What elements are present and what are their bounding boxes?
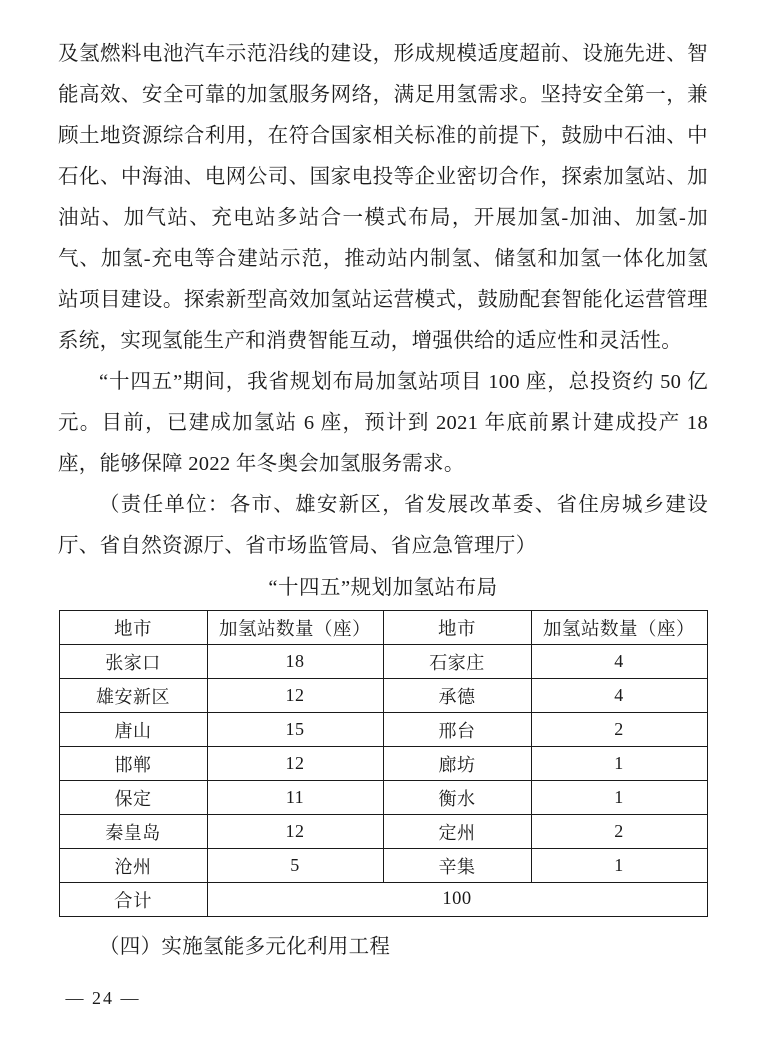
- table-cell: 秦皇岛: [59, 815, 207, 849]
- table-cell: 辛集: [383, 849, 531, 883]
- table-cell: 12: [207, 815, 383, 849]
- table-cell: 雄安新区: [59, 679, 207, 713]
- paragraph-1: 及氢燃料电池汽车示范沿线的建设，形成规模适度超前、设施先进、智能高效、安全可靠的加氢服务网络，满足用氢需求。坚持安全第一，兼顾土地资源综合利用，在符合国家相关标准的前提下，鼓励中石油、中石化、中海油、电网公司、国家电投等企业密切合作，探索加氢站、加油站、加气站、充电站多站合一模式布局，开展加氢-加油、加氢-加气、加氢-充电等合建站示范，推动站内制氢、储氢和加氢一体化加氢站项目建设。探索新型高效加氢站运营模式，鼓励配套智能化运营管理系统，实现氢能生产和消费智能互动，增强供给的适应性和灵活性。: [58, 43, 708, 352]
- table-row: [59, 645, 707, 679]
- table-cell: 12: [207, 747, 383, 781]
- paragraph-2: “十四五”期间，我省规划布局加氢站项目 100 座，总投资约 50 亿元。目前，已建成加氢站 6 座，预计到 2021 年底前累计建成投产 18 座，能够保障 2022 年冬奥会加氢服务需求。: [58, 371, 708, 475]
- table-cell: 4: [531, 645, 707, 679]
- table-row: [59, 713, 707, 747]
- table-cell: 1: [531, 781, 707, 815]
- table-row: [59, 747, 707, 781]
- table-cell: 2: [531, 815, 707, 849]
- table-cell: 廊坊: [383, 747, 531, 781]
- table-cell: 4: [531, 679, 707, 713]
- table-total-label: 合计: [59, 883, 207, 917]
- table-row: [59, 781, 707, 815]
- table-cell: 18: [207, 645, 383, 679]
- table-header-cell: 加氢站数量（座）: [207, 611, 383, 645]
- table-cell: 沧州: [59, 849, 207, 883]
- table-row: [59, 679, 707, 713]
- table-cell: 12: [207, 679, 383, 713]
- body-text-block: [58, 34, 708, 567]
- table-cell: 承德: [383, 679, 531, 713]
- table-title: “十四五”规划加氢站布局: [268, 577, 498, 599]
- page-footer: [0, 988, 766, 1009]
- table-header-cell: 地市: [383, 611, 531, 645]
- table-cell: 1: [531, 747, 707, 781]
- table-row: [59, 815, 707, 849]
- table-cell: 15: [207, 713, 383, 747]
- table-cell: 邢台: [383, 713, 531, 747]
- page-number: — 24 —: [65, 988, 141, 1008]
- table-cell: 5: [207, 849, 383, 883]
- table-cell: 11: [207, 781, 383, 815]
- table-cell: 石家庄: [383, 645, 531, 679]
- table-header-cell: 加氢站数量（座）: [531, 611, 707, 645]
- table-cell: 张家口: [59, 645, 207, 679]
- table-header-cell: 地市: [59, 611, 207, 645]
- hydrogen-station-table: [59, 610, 708, 917]
- table-cell: 1: [531, 849, 707, 883]
- table-row: [59, 849, 707, 883]
- table-cell: 保定: [59, 781, 207, 815]
- table-cell: 定州: [383, 815, 531, 849]
- table-cell: 唐山: [59, 713, 207, 747]
- closing-paragraph: （四）实施氢能多元化利用工程: [99, 936, 391, 958]
- paragraph-3: （责任单位：各市、雄安新区，省发展改革委、省住房城乡建设厅、省自然资源厅、省市场监管局、省应急管理厅）: [58, 494, 708, 557]
- table-header-row: [59, 611, 707, 645]
- table-cell: 2: [531, 713, 707, 747]
- table-cell: 邯郸: [59, 747, 207, 781]
- table-total-value: 100: [207, 883, 707, 917]
- table-total-row: [59, 883, 707, 917]
- table-cell: 衡水: [383, 781, 531, 815]
